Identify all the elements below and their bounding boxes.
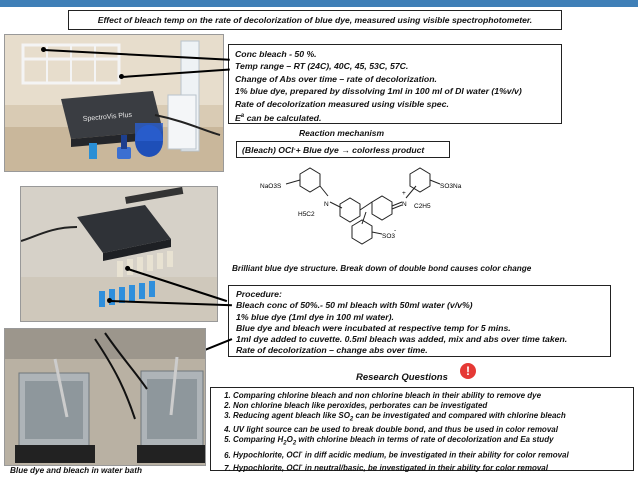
svg-text:SO3Na: SO3Na bbox=[440, 183, 462, 190]
svg-text:-: - bbox=[394, 227, 397, 234]
research-item: 1. Comparing chlorine bleach and non chlorine bleach in their ability to remove dye bbox=[233, 391, 629, 401]
mechanism-equation: (Bleach) OCl bbox=[242, 144, 294, 155]
mechanism-equation-box bbox=[236, 141, 450, 158]
structure-caption: Brilliant blue dye structure. Break down of double bond causes color change bbox=[232, 264, 532, 273]
page-title bbox=[68, 10, 562, 30]
research-item: 3. Reducing agent bleach like $SO_2$ can be investigated and compared with chlorine bleach bbox=[233, 411, 629, 425]
procedure-heading: Procedure: bbox=[236, 289, 282, 299]
procedure-line: Bleach conc of 50%.- 50 ml bleach with 50ml water (v/v%) bbox=[236, 300, 473, 311]
research-list bbox=[217, 391, 629, 474]
conditions-line: Conc bleach - 50 %. bbox=[235, 49, 317, 59]
conditions-line: Temp range – RT (24C), 40C, 45, 53C, 57C. bbox=[235, 61, 409, 72]
conditions-line-ea bbox=[235, 110, 555, 124]
conditions-box bbox=[228, 44, 562, 124]
procedure-line: Rate of decolorization – change abs over time. bbox=[236, 345, 428, 356]
ea-superscript: a bbox=[240, 113, 245, 120]
procedure-box bbox=[228, 285, 611, 357]
svg-text:SpectroVis Plus: SpectroVis Plus bbox=[82, 111, 133, 123]
bath-caption: Blue dye and bleach in water bath bbox=[10, 466, 142, 475]
svg-text:NaO3S: NaO3S bbox=[260, 183, 282, 190]
conditions-line: Change of Abs over time – rate of decolorization. bbox=[235, 73, 437, 84]
research-item: 2. Non chlorine bleach like peroxides, perborates can be investigated bbox=[233, 401, 629, 411]
research-item: 4. UV light source can be used to break double bond, and thus be used in color removal bbox=[233, 425, 629, 435]
conditions-line: 1% blue dye, prepared by dissolving 1ml in 100 ml of DI water (1%v/v) bbox=[235, 86, 522, 97]
brilliant-blue-structure bbox=[254, 162, 470, 252]
svg-text:+: + bbox=[402, 190, 406, 197]
svg-text:C2H5: C2H5 bbox=[414, 203, 431, 210]
svg-text:H5C2: H5C2 bbox=[298, 211, 315, 218]
procedure-line: 1% blue dye (1ml dye in 100 ml water). bbox=[236, 311, 394, 322]
procedure-line: Blue dye and bleach were incubated at respective temp for 5 mins. bbox=[236, 322, 511, 333]
top-accent-bar bbox=[0, 0, 638, 7]
research-item: 7. Hypochlorite, OCl- in neutral/basic, be investigated in their ability for color removal bbox=[233, 461, 629, 474]
conditions-line: can be calculated. bbox=[246, 112, 322, 123]
svg-text:SO3: SO3 bbox=[382, 233, 396, 240]
mechanism-equation-sup: - bbox=[293, 146, 296, 153]
spectrophotometer-photo-art bbox=[5, 35, 223, 171]
procedure-line: 1ml dye added to cuvette. 0.5ml bleach was added, mix and abs over time taken. bbox=[236, 334, 568, 345]
photo-spectrophotometer bbox=[4, 34, 224, 172]
research-item: 6. Hypochlorite, OCl- in diff acidic medium, be investigated in their ability for color removal bbox=[233, 448, 629, 461]
ea-symbol: E bbox=[235, 112, 241, 123]
photo-water-bath bbox=[4, 328, 206, 466]
research-item: 5. Comparing $H_2O_2$ with chlorine bleach in terms of rate of decolorization and Ea study bbox=[233, 435, 629, 449]
research-title: Research Questions bbox=[356, 372, 448, 383]
water-bath-photo-art bbox=[5, 329, 205, 465]
mechanism-equation-rest: + Blue dye → colorless product bbox=[295, 144, 425, 155]
exclamation-icon: ! bbox=[460, 363, 476, 379]
research-questions-box bbox=[210, 387, 634, 471]
svg-text:N: N bbox=[402, 201, 407, 208]
mechanism-label: Reaction mechanism bbox=[299, 128, 385, 138]
page-title-text: Effect of bleach temp on the rate of decolorization of blue dye, measured using visible spectrophotometer. bbox=[97, 15, 533, 25]
svg-text:N: N bbox=[324, 201, 329, 208]
structure-svg bbox=[254, 162, 470, 252]
conditions-line: Rate of decolorization measured using visible spec. bbox=[235, 98, 449, 109]
